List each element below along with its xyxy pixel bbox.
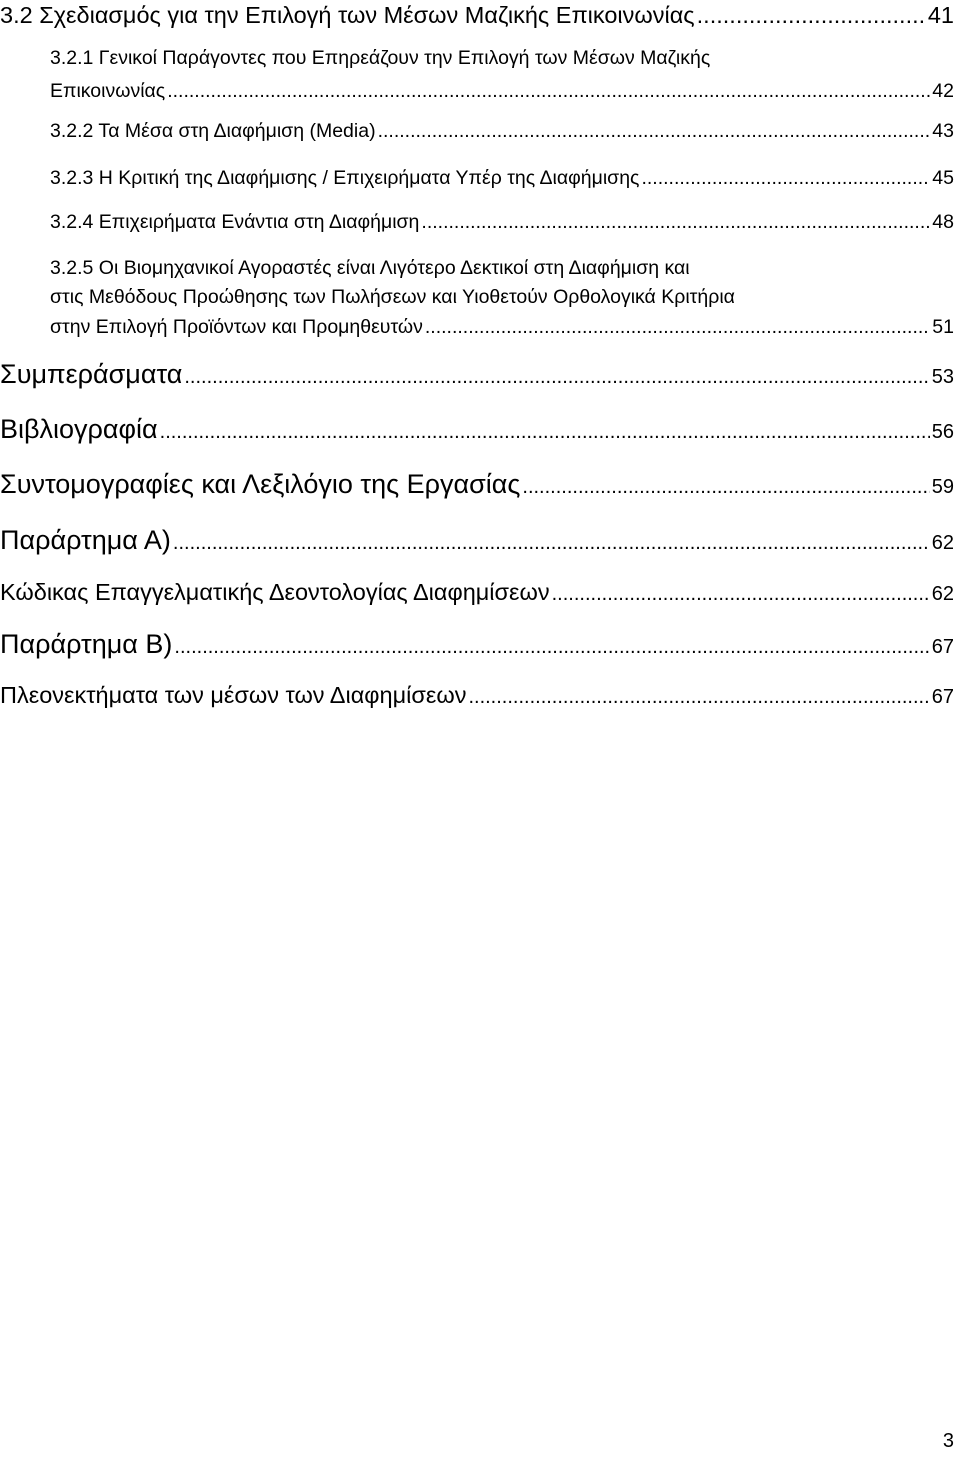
toc-entry-page: 43 [932, 120, 954, 142]
toc-entry-page: 42 [932, 80, 954, 103]
toc-entry-title-line: στην Επιλογή Προϊόντων και Προμηθευτών [50, 315, 423, 338]
toc-entry-page: 62 [931, 583, 954, 605]
toc-entry[interactable] [0, 628, 954, 660]
toc-entry[interactable] [0, 681, 954, 709]
toc-entry-title-line: Επικοινωνίας [50, 80, 166, 103]
toc-entry[interactable] [50, 257, 954, 339]
toc-entry-title-line: 3.2.5 Οι Βιομηχανικοί Αγοραστές είναι Λιγότερο Δεκτικοί στη Διαφήμιση και [50, 257, 690, 279]
toc-entry-page: 48 [932, 211, 954, 233]
toc-entry-title: 3.2 Σχεδιασμός για την Επιλογή των Μέσων Μαζικής Επικοινωνίας [0, 2, 695, 28]
toc-entry-page: 41 [927, 2, 954, 28]
toc-entry-title: Συντομογραφίες και Λεξιλόγιο της Εργασίας [0, 469, 521, 499]
toc-entry-title: 3.2.3 Η Κριτική της Διαφήμισης / Επιχειρήματα Υπέρ της Διαφήμισης [50, 167, 640, 189]
toc-entry-title: 3.2.4 Επιχειρήματα Ενάντια στη Διαφήμιση [50, 211, 420, 233]
toc-entry[interactable] [50, 47, 954, 104]
toc-entry-title: 3.2.2 Τα Μέσα στη Διαφήμιση (Media) [50, 120, 376, 142]
dot-leader [160, 420, 930, 444]
toc-entry-title: Βιβλιογραφία [0, 414, 158, 444]
toc-entry[interactable] [50, 167, 954, 190]
toc-entry[interactable] [0, 413, 954, 445]
toc-entry[interactable] [0, 468, 954, 500]
dot-leader [173, 531, 930, 555]
toc-entry[interactable] [50, 120, 954, 143]
toc-entry-page: 45 [932, 167, 954, 189]
toc-entry-title-line: στις Μεθόδους Προώθησης των Πωλήσεων και Υιοθετούν Ορθολογικά Κριτήρια [50, 286, 735, 309]
toc-entry-title: Κώδικας Επαγγελματικής Δεοντολογίας Διαφημίσεων [0, 579, 550, 605]
toc-entry-title: Πλεονεκτήματα των μέσων των Διαφημίσεων [0, 682, 467, 708]
toc-entry[interactable] [50, 211, 954, 234]
dot-leader [641, 167, 930, 190]
dot-leader [697, 1, 926, 29]
toc-entry-page: 67 [931, 686, 954, 708]
toc-entry[interactable] [0, 524, 954, 556]
dot-leader [421, 211, 930, 234]
toc-entry-page: 53 [931, 366, 954, 388]
dot-leader [468, 685, 929, 709]
toc-entry-title: Παράρτημα Α) [0, 525, 171, 555]
toc-entry-page: 51 [932, 315, 954, 338]
dot-leader [552, 582, 930, 606]
dot-leader [184, 365, 929, 389]
toc-entry-title: Παράρτημα Β) [0, 629, 173, 659]
dot-leader [522, 475, 929, 499]
toc-entry-title: Συμπεράσματα [0, 359, 183, 389]
dot-leader [378, 120, 931, 143]
dot-leader [174, 635, 929, 659]
toc-entry-page: 56 [931, 421, 954, 443]
toc-entry-page: 67 [931, 636, 954, 658]
dot-leader [167, 80, 930, 103]
toc-entry-title-line: 3.2.1 Γενικοί Παράγοντες που Επηρεάζουν την Επιλογή των Μέσων Μαζικής [50, 47, 711, 69]
toc-entry[interactable] [0, 1, 954, 29]
page-number: 3 [942, 1430, 954, 1452]
toc-entry-page: 62 [931, 532, 954, 554]
dot-leader [425, 316, 930, 339]
toc-entry[interactable] [0, 358, 954, 390]
toc-entry-page: 59 [931, 476, 954, 498]
toc-entry[interactable] [0, 578, 954, 606]
